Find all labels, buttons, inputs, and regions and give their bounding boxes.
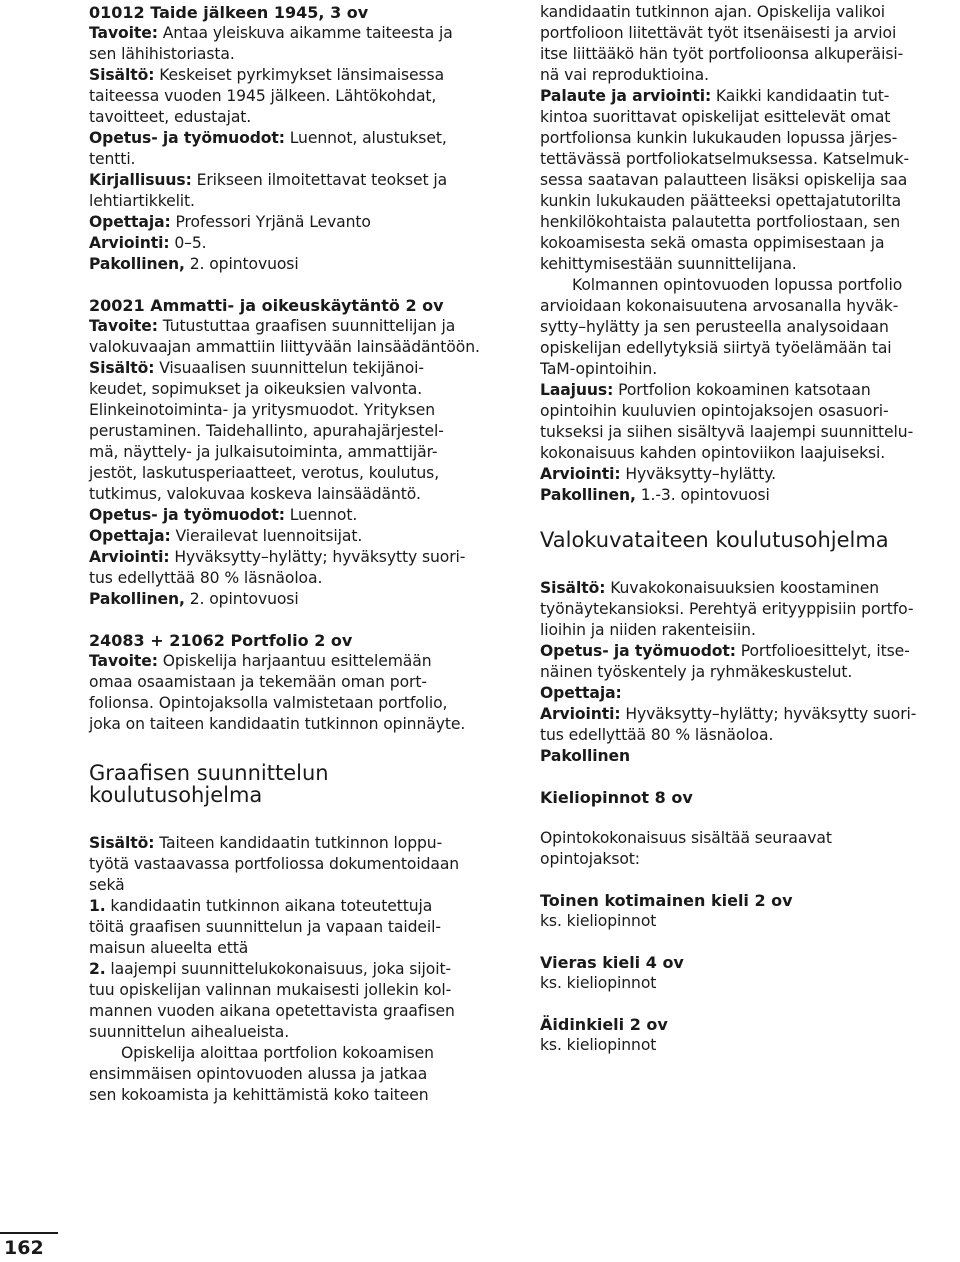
field-text: 0–5.: [169, 234, 207, 252]
section-title: Graafisen suunnittelun: [89, 761, 329, 785]
field-text: tukseksi ja siihen sisältyvä laajempi suunnittelu-: [540, 423, 914, 441]
field-text: tettävässä portfoliokatselmuksessa. Katselmuk-: [540, 150, 910, 168]
field-label: Kirjallisuus:: [89, 171, 192, 189]
field-label: Tavoite:: [89, 317, 158, 335]
field-label: Pakollinen: [540, 747, 631, 765]
field-text: kunkin lukukauden päätteeksi opettajatutorilta: [540, 192, 902, 210]
field-text: Vierailevat luennoitsijat.: [170, 527, 363, 545]
field-text: nä vai reproduktioina.: [540, 66, 709, 84]
field-text: työnäytekansioksi. Perehtyä erityyppisiin portfo-: [540, 600, 914, 618]
field-text: Taiteen kandidaatin tutkinnon loppu-: [154, 834, 443, 852]
field-text: sen kokoamista ja kehittämistä koko taiteen: [89, 1086, 429, 1104]
field-text: jestöt, laskutusperiaatteet, verotus, koulutus,: [89, 464, 440, 482]
field-label: Laajuus:: [540, 381, 614, 399]
field-label: Tavoite:: [89, 652, 158, 670]
field-text: lioihin ja niiden rakenteisiin.: [540, 621, 756, 639]
field-text: Kolmannen opintovuoden lopussa portfolio: [572, 276, 903, 294]
course-title: 01012 Taide jälkeen 1945, 3 ov: [89, 3, 369, 22]
field-text: ensimmäisen opintovuoden alussa ja jatkaa: [89, 1065, 428, 1083]
course-title: Äidinkieli 2 ov: [540, 1015, 668, 1034]
field-text: Elinkeinotoiminta- ja yritysmuodot. Yrityksen: [89, 401, 435, 419]
field-label: Sisältö:: [89, 834, 155, 852]
field-text: TaM-opintoihin.: [540, 360, 658, 378]
field-text: taiteessa vuoden 1945 jälkeen. Lähtökohdat,: [89, 87, 437, 105]
field-text: perustaminen. Taidehallinto, apurahajärjestel-: [89, 422, 444, 440]
field-text: Opiskelija harjaantuu esittelemään: [157, 652, 432, 670]
field-text: näinen työskentely ja ryhmäkeskustelut.: [540, 663, 853, 681]
field-text: Kuvakokonaisuuksien koostaminen: [605, 579, 880, 597]
field-text: Erikseen ilmoitettavat teokset ja: [191, 171, 448, 189]
field-text: sen lähihistoriasta.: [89, 45, 235, 63]
field-text: ks. kieliopinnot: [540, 1036, 657, 1054]
field-text: tus edellyttää 80 % läsnäoloa.: [540, 726, 774, 744]
field-label: Opettaja:: [89, 527, 171, 545]
field-text: 2. opintovuosi: [184, 590, 299, 608]
field-text: tavoitteet, edustajat.: [89, 108, 252, 126]
list-number: 2.: [89, 960, 106, 978]
field-label: Arviointi:: [540, 705, 621, 723]
field-label: Sisältö:: [89, 359, 155, 377]
field-label: Opetus- ja työmuodot:: [89, 129, 285, 147]
field-text: kokonaisuus kahden opintoviikon laajuiseksi.: [540, 444, 886, 462]
field-text: Hyväksytty–hylätty; hyväksytty suori-: [169, 548, 466, 566]
field-text: portfolioon liitettävät työt itsenäisesti ja arvioi: [540, 24, 897, 42]
field-label: Sisältö:: [540, 579, 606, 597]
field-text: Opiskelija aloittaa portfolion kokoamisen: [121, 1044, 434, 1062]
field-text: mä, näyttely- ja julkaisutoiminta, ammattijär-: [89, 443, 438, 461]
right-column: [540, 0, 960, 1056]
field-text: Tutustuttaa graafisen suunnittelijan ja: [157, 317, 456, 335]
field-text: keudet, sopimukset ja oikeuksien valvonta.: [89, 380, 423, 398]
field-text: tuu opiskelijan valinnan mukaisesti jollekin kol-: [89, 981, 452, 999]
field-text: kintoa suorittavat opiskelijat esittelevät omat: [540, 108, 891, 126]
field-label: Opetus- ja työmuodot:: [89, 506, 285, 524]
field-text: tentti.: [89, 150, 136, 168]
field-text: Luennot.: [284, 506, 358, 524]
field-label: Pakollinen,: [89, 255, 185, 273]
field-text: sessa saatavan palautteen lisäksi opiskelija saa: [540, 171, 908, 189]
field-text: suunnittelun aihealueista.: [89, 1023, 290, 1041]
field-label: Palaute ja arviointi:: [540, 87, 712, 105]
field-text: arvioidaan kokonaisuutena arvosanalla hyväk-: [540, 297, 899, 315]
field-text: lehtiartikkelit.: [89, 192, 195, 210]
field-text: 1.-3. opintovuosi: [635, 486, 770, 504]
field-text: Keskeiset pyrkimykset länsimaisessa: [154, 66, 445, 84]
field-text: kandidaatin tutkinnon ajan. Opiskelija valikoi: [540, 3, 885, 21]
field-text: Portfolion kokoaminen katsotaan: [613, 381, 871, 399]
field-label: Arviointi:: [89, 234, 170, 252]
course-title: Kieliopinnot 8 ov: [540, 788, 693, 807]
course-title: Vieras kieli 4 ov: [540, 953, 684, 972]
field-text: Luennot, alustukset,: [284, 129, 447, 147]
field-text: Visuaalisen suunnittelun tekijänoi-: [154, 359, 424, 377]
field-label: Sisältö:: [89, 66, 155, 84]
course-title: Toinen kotimainen kieli 2 ov: [540, 891, 793, 910]
field-text: Portfolioesittelyt, itse-: [735, 642, 910, 660]
field-text: Antaa yleiskuva aikamme taiteesta ja: [157, 24, 453, 42]
field-text: tus edellyttää 80 % läsnäoloa.: [89, 569, 323, 587]
left-column: [89, 0, 513, 1106]
field-text: opiskelijan edellytyksiä siirtyä työelämään tai: [540, 339, 892, 357]
field-text: maisun alueelta että: [89, 939, 249, 957]
field-text: Hyväksytty–hylätty; hyväksytty suori-: [620, 705, 917, 723]
field-text: kokoamisesta sekä omasta oppimisestaan ja: [540, 234, 885, 252]
field-text: opintojaksot:: [540, 850, 640, 868]
field-label: Tavoite:: [89, 24, 158, 42]
section-title: koulutusohjelma: [89, 783, 263, 807]
field-text: 2. opintovuosi: [184, 255, 299, 273]
field-text: omaa osaamistaan ja tekemään oman port-: [89, 673, 427, 691]
page-number: 162: [0, 1232, 58, 1260]
field-text: joka on taiteen kandidaatin tutkinnon opinnäyte.: [89, 715, 466, 733]
section-title: Valokuvataiteen koulutusohjelma: [540, 528, 889, 552]
field-text: itse liittääkö hän työt portfolioonsa alkuperäisi-: [540, 45, 904, 63]
field-text: mannen vuoden aikana opetettavista graafisen: [89, 1002, 455, 1020]
field-text: Professori Yrjänä Levanto: [170, 213, 371, 231]
field-text: töitä graafisen suunnittelun ja vapaan taideil-: [89, 918, 441, 936]
field-label: Pakollinen,: [89, 590, 185, 608]
field-text: työtä vastaavassa portfoliossa dokumentoidaan: [89, 855, 460, 873]
field-text: folionsa. Opintojaksolla valmistetaan portfolio,: [89, 694, 448, 712]
field-text: henkilökohtaista palautetta portfoliostaan, sen: [540, 213, 901, 231]
field-text: kehittymisestään suunnittelijana.: [540, 255, 797, 273]
field-text: sekä: [89, 876, 125, 894]
field-text: ks. kieliopinnot: [540, 974, 657, 992]
field-text: valokuvaajan ammattiin liittyvään lainsäädäntöön.: [89, 338, 480, 356]
field-label: Pakollinen,: [540, 486, 636, 504]
list-number: 1.: [89, 897, 106, 915]
field-text: Opintokokonaisuus sisältää seuraavat: [540, 829, 832, 847]
field-text: kandidaatin tutkinnon aikana toteutettuja: [105, 897, 433, 915]
field-text: tutkimus, valokuvaa koskeva lainsäädäntö.: [89, 485, 421, 503]
field-text: sytty–hylätty ja sen perusteella analysoidaan: [540, 318, 889, 336]
course-title: 20021 Ammatti- ja oikeuskäytäntö 2 ov: [89, 296, 444, 315]
field-label: Opetus- ja työmuodot:: [540, 642, 736, 660]
course-title: 24083 + 21062 Portfolio 2 ov: [89, 631, 353, 650]
field-text: portfolionsa kunkin lukukauden lopussa järjes-: [540, 129, 898, 147]
field-label: Opettaja:: [89, 213, 171, 231]
field-text: Hyväksytty–hylätty.: [620, 465, 776, 483]
field-text: laajempi suunnittelukokonaisuus, joka sijoit-: [105, 960, 451, 978]
field-label: Arviointi:: [540, 465, 621, 483]
field-text: ks. kieliopinnot: [540, 912, 657, 930]
field-text: Kaikki kandidaatin tut-: [711, 87, 890, 105]
field-label: Opettaja:: [540, 684, 622, 702]
field-label: Arviointi:: [89, 548, 170, 566]
field-text: opintoihin kuuluvien opintojaksojen osasuori-: [540, 402, 889, 420]
